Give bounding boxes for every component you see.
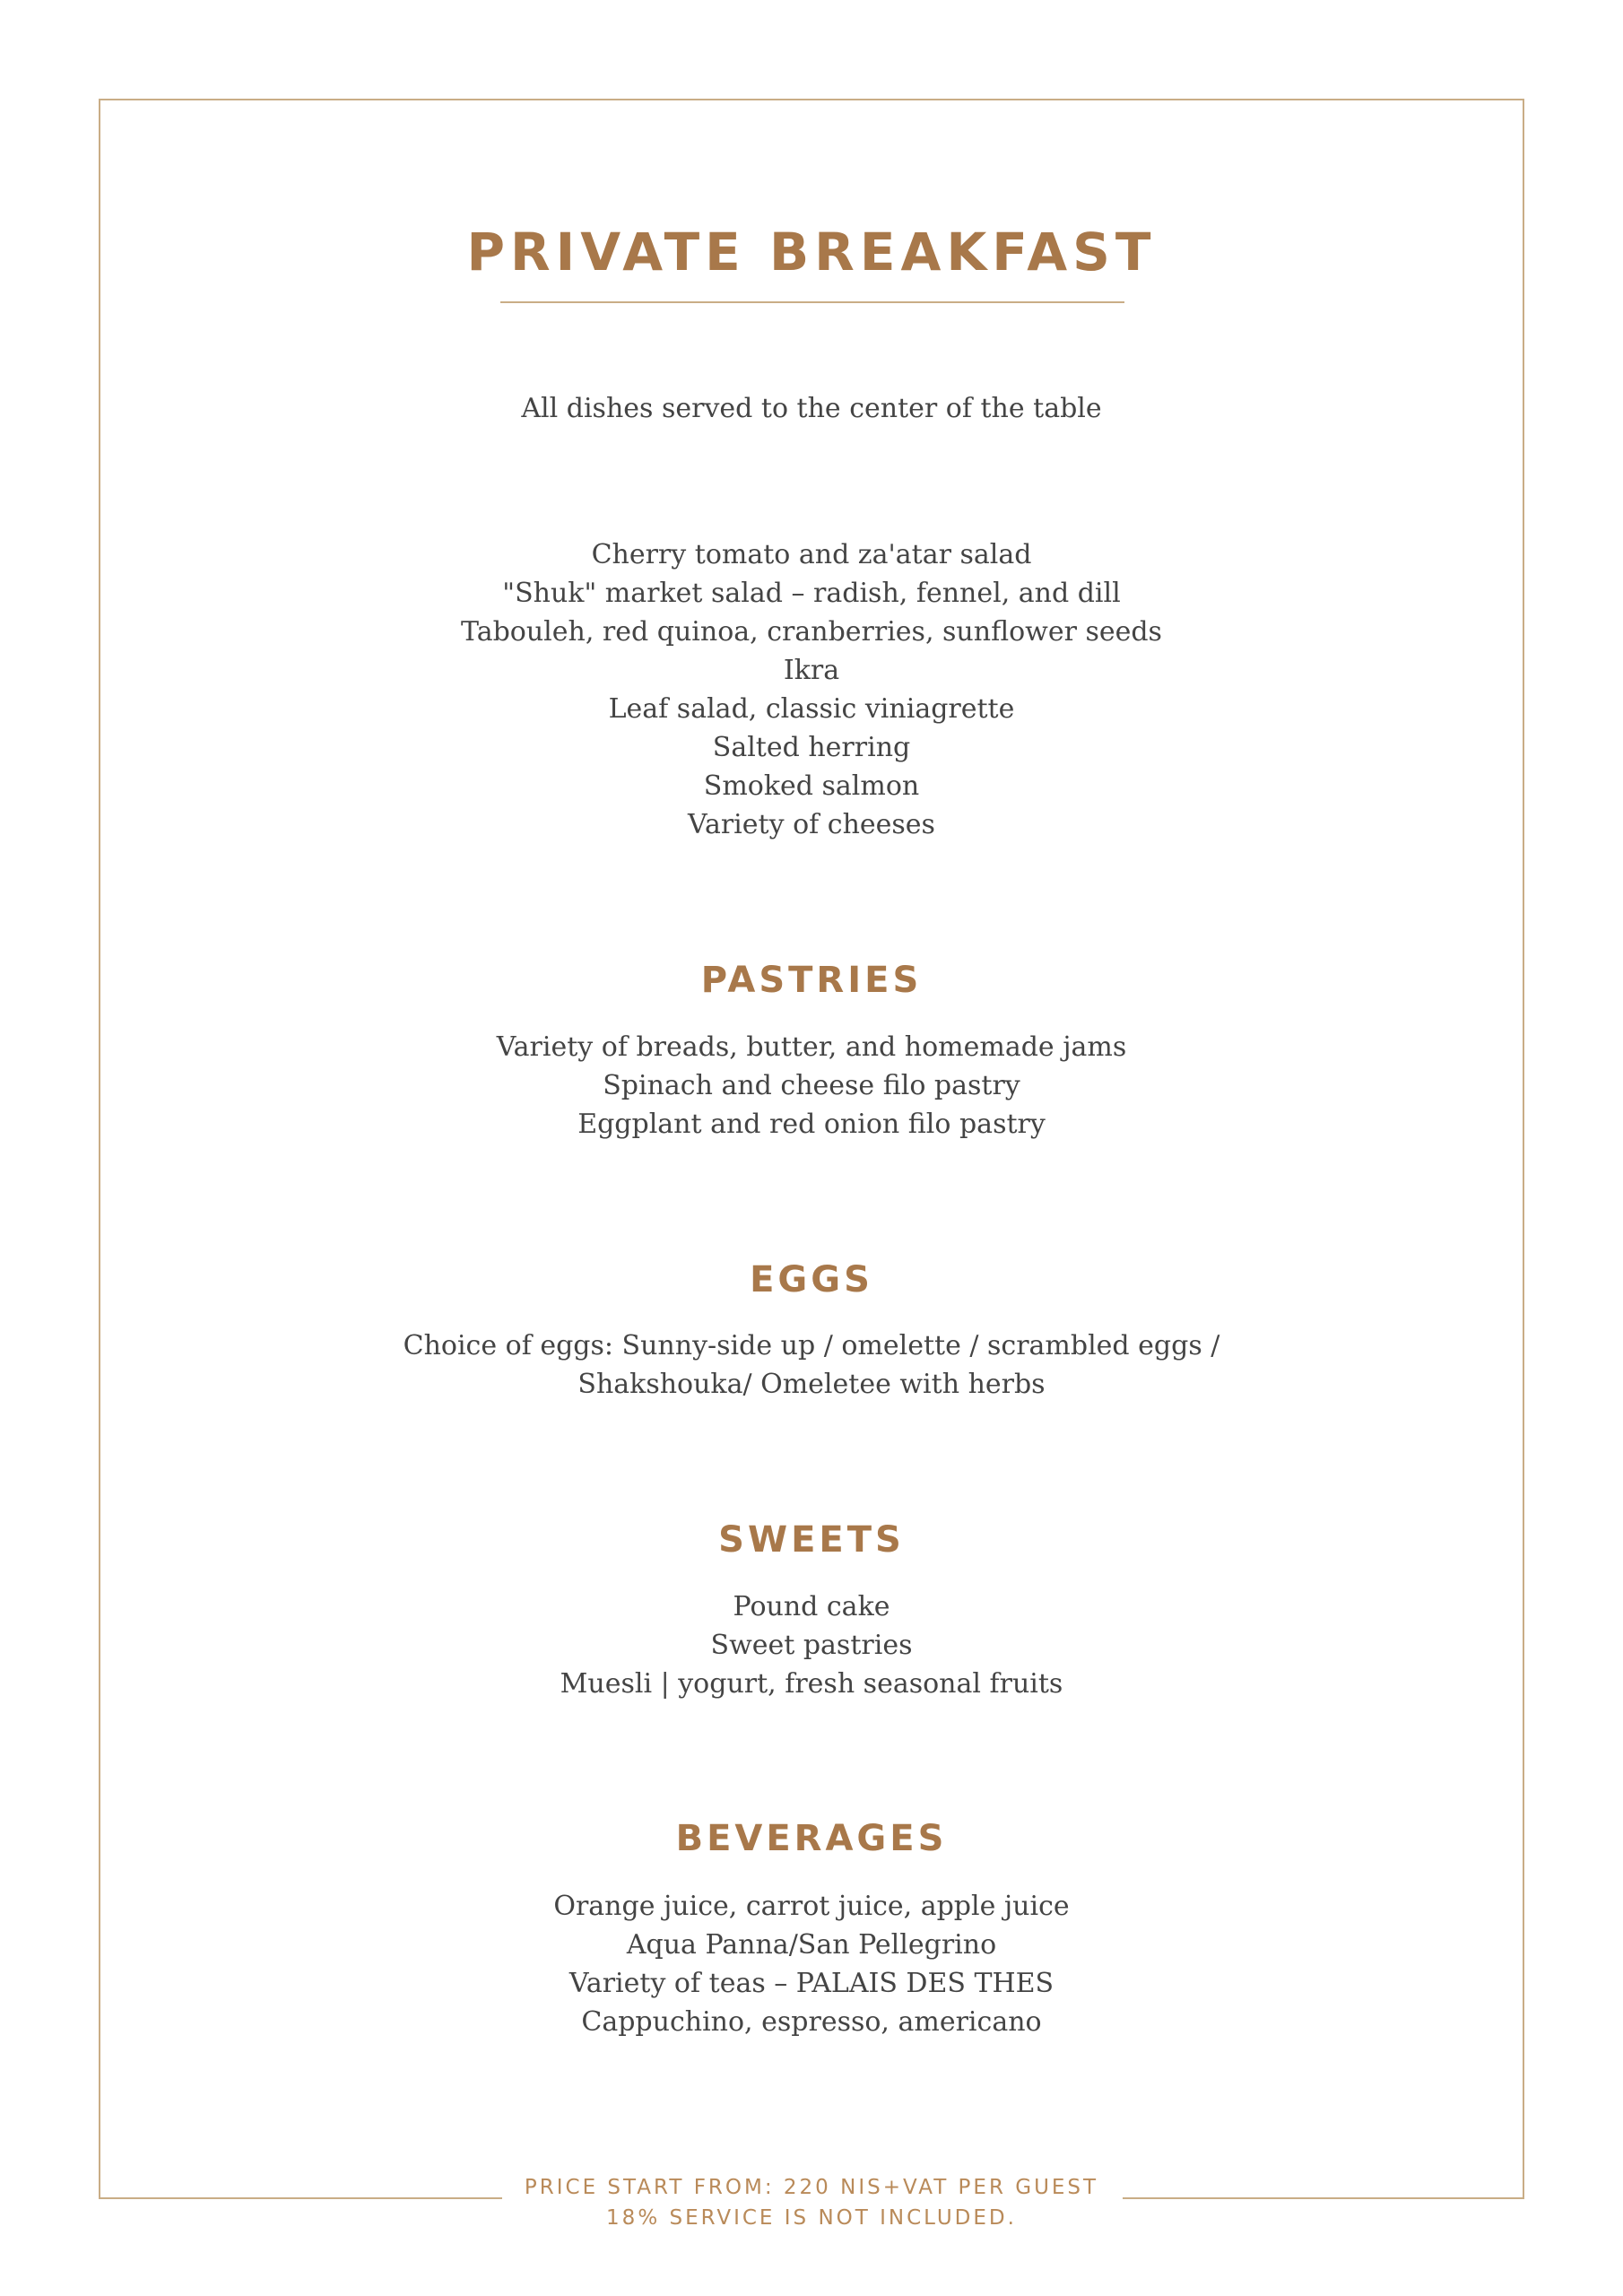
list-item: Salted herring <box>712 732 911 763</box>
price-text: PRICE START FROM: 220 NIS+VAT PER GUEST <box>524 2176 1099 2199</box>
intro-text: All dishes served to the center of the table <box>521 393 1102 424</box>
list-item: Variety of teas – PALAIS DES THES <box>568 1968 1055 1999</box>
list-item: Sweet pastries <box>710 1630 913 1661</box>
pastries-list <box>0 1028 1623 1144</box>
list-item: Variety of cheeses <box>688 809 935 840</box>
list-item: Aqua Panna/San Pellegrino <box>626 1929 997 1961</box>
pastries-heading: PASTRIES <box>700 960 923 1001</box>
list-item: Muesli | yogurt, fresh seasonal fruits <box>560 1668 1063 1700</box>
list-item: Smoked salmon <box>703 770 920 802</box>
price-footer <box>0 2172 1623 2233</box>
eggs-list <box>0 1326 1623 1404</box>
eggs-heading: EGGS <box>750 1259 873 1300</box>
list-item: Shakshouka/ Omeletee with herbs <box>577 1369 1046 1400</box>
beverages-heading: BEVERAGES <box>675 1818 948 1859</box>
sweets-heading: SWEETS <box>718 1519 905 1561</box>
title-underline <box>500 301 1124 303</box>
list-item: Spinach and cheese filo pastry <box>603 1070 1020 1101</box>
list-item: Cappuchino, espresso, americano <box>581 2006 1042 2038</box>
list-item: Pound cake <box>733 1591 890 1622</box>
list-item: Cherry tomato and za'atar salad <box>591 539 1032 570</box>
salads-list <box>0 535 1623 844</box>
page-title: PRIVATE BREAKFAST <box>466 222 1157 283</box>
list-item: Variety of breads, butter, and homemade jams <box>496 1031 1127 1063</box>
list-item: Choice of eggs: Sunny-side up / omelette / scrambled eggs / <box>403 1330 1220 1361</box>
service-note: 18% SERVICE IS NOT INCLUDED. <box>606 2206 1017 2230</box>
frame-top-border <box>99 99 1524 100</box>
list-item: Eggplant and red onion filo pastry <box>577 1109 1046 1140</box>
sweets-list <box>0 1587 1623 1703</box>
list-item: Tabouleh, red quinoa, cranberries, sunflower seeds <box>461 616 1162 648</box>
list-item: "Shuk" market salad – radish, fennel, and dill <box>502 578 1121 609</box>
beverages-list <box>0 1887 1623 2041</box>
list-item: Ikra <box>783 655 840 686</box>
list-item: Leaf salad, classic viniagrette <box>608 693 1015 725</box>
list-item: Orange juice, carrot juice, apple juice <box>553 1891 1070 1922</box>
